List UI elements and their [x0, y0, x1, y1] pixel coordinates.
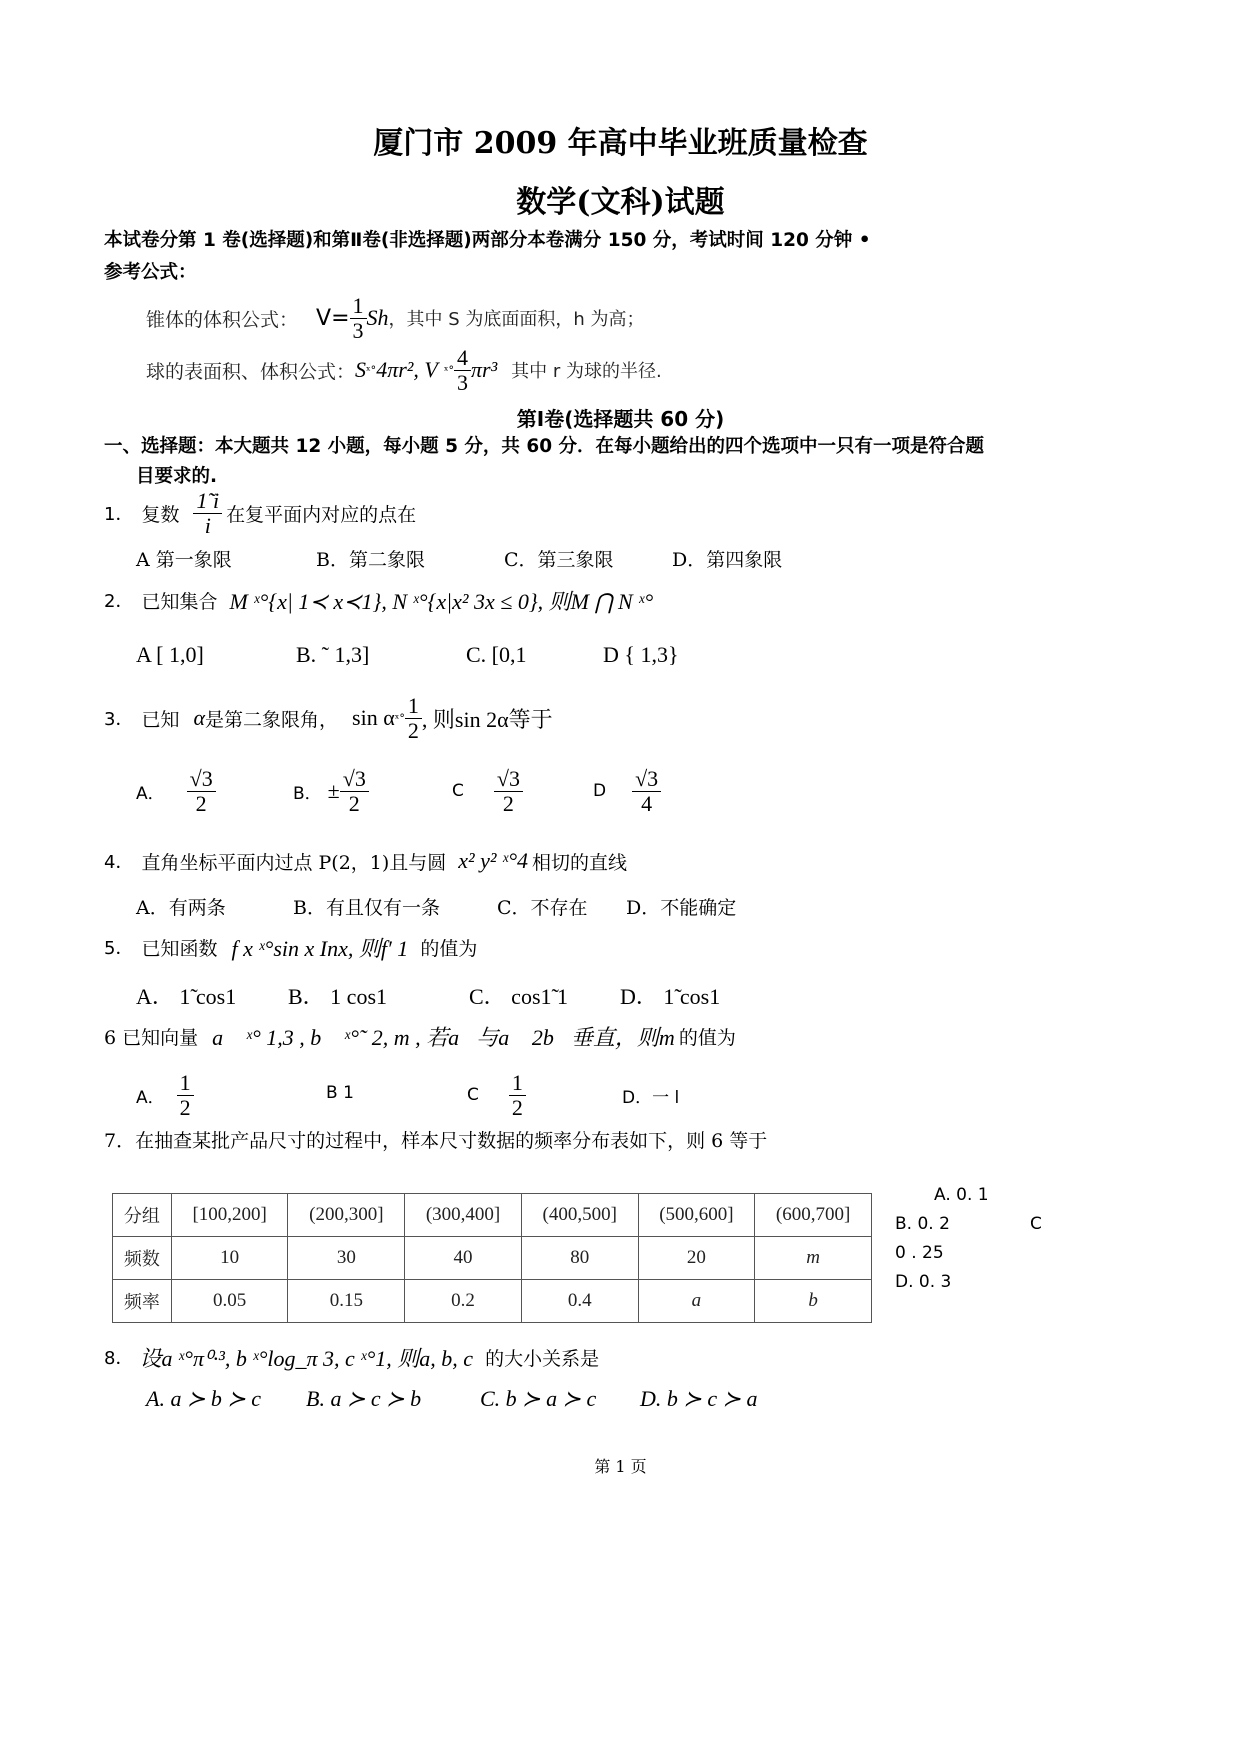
q2-option-a: A [ 1,0] [136, 642, 204, 667]
question-4-post: 相切的直线 [532, 851, 628, 874]
formula-cone-label: 锥体的体积公式： [146, 308, 299, 331]
question-3-prefix: 已知 [141, 708, 180, 731]
question-1-fraction [193, 489, 222, 536]
q3-option-b [293, 760, 369, 822]
q5-option-d: D． 1̃ cos1 [620, 984, 721, 1009]
question-4-number: 4． [104, 852, 134, 873]
formula-cone-fraction [350, 294, 367, 341]
q8-option-a: A. a ≻ b ≻ c [146, 1386, 262, 1411]
question-6 [104, 1020, 736, 1052]
q6-option-a-fraction [177, 1071, 194, 1118]
q6-option-c-numerator: 1 [509, 1071, 526, 1095]
table-cell: 0.2 [405, 1280, 522, 1323]
question-3-glyph: ˣ° [394, 711, 405, 725]
q5-option-b: B． 1 cos1 [288, 984, 388, 1009]
q6-option-c-denominator: 2 [511, 1094, 523, 1120]
q4-option-c: C．不存在 [497, 897, 588, 919]
q2-option-d: D { 1,3} [603, 642, 679, 667]
q8-option-c: C. b ≻ a ≻ c [480, 1386, 597, 1411]
question-1-number: 1． [104, 504, 134, 525]
q4-option-d: D．不能确定 [626, 897, 737, 919]
question-3-fraction-denominator: 2 [407, 717, 419, 743]
q8-option-d: D. b ≻ c ≻ a [640, 1386, 758, 1411]
q7-option-c-value: 0 . 25 [895, 1243, 944, 1263]
question-3-number: 3． [104, 709, 134, 730]
formula-cone-note: ，其中 S 为底面面积，h 为高； [388, 309, 645, 330]
table-cell: 频数 [113, 1237, 172, 1280]
formula-cone-var: Sh [366, 305, 389, 330]
formula-cone-denominator: 3 [352, 317, 364, 343]
q3-option-b-fraction [340, 767, 369, 814]
q6-option-b: B 1 [326, 1083, 354, 1103]
question-1 [104, 488, 416, 538]
q4-option-a: A．有两条 [136, 897, 226, 919]
q8-option-b: B. a ≻ c ≻ b [306, 1386, 422, 1411]
q7-option-b: B. 0. 2 [895, 1214, 950, 1234]
table-cell: 30 [288, 1237, 405, 1280]
q3-option-c-label: C [452, 781, 464, 801]
question-7: 7．在抽查某批产品尺寸的过程中，样本尺寸数据的频率分布表如下，则 6 等于 [104, 1130, 768, 1152]
question-5-math: f x ˣ°sin x Inx, 则f′ 1 [231, 935, 409, 961]
reference-label: 参考公式： [104, 262, 197, 283]
q6-option-a-denominator: 2 [179, 1094, 191, 1120]
q3-option-d [593, 760, 661, 822]
q3-option-c-numerator: √3 [494, 767, 523, 791]
question-2-math: M ˣ°{x| 1≺ x≺1}, N ˣ°{x|x² 3x ≤ 0}, 则M ⋂ N ˣ° [229, 588, 654, 614]
question-8-post: 的大小关系是 [485, 1347, 600, 1370]
q4-option-b: B．有且仅有一条 [293, 897, 440, 919]
q7-option-a: A. 0. 1 [934, 1185, 989, 1205]
formula-sphere-denominator: 3 [456, 369, 468, 395]
q1-option-c: C．第三象限 [504, 549, 614, 571]
table-cell: 40 [405, 1237, 522, 1280]
q6-option-c-fraction [509, 1071, 526, 1118]
question-1-prefix: 复数 [141, 503, 180, 526]
table-cell: 80 [521, 1237, 638, 1280]
question-5-prefix: 已知函数 [141, 937, 218, 960]
q3-option-d-numerator: √3 [632, 767, 661, 791]
question-1-fraction-denominator: i [204, 512, 211, 538]
q3-option-b-label: B． [293, 783, 322, 804]
q3-option-d-label: D [593, 781, 607, 801]
table-cell: (400,500] [521, 1194, 638, 1237]
table-row [113, 1280, 872, 1323]
formula-sphere-label: 球的表面积、体积公式： [146, 360, 356, 383]
table-cell: 10 [171, 1237, 288, 1280]
table-cell: 0.4 [521, 1280, 638, 1323]
section1-instructions-line1: 一、选择题：本大题共 12 小题，每小题 5 分，共 60 分．在每小题给出的四个选项中一只有一项是符合题 [104, 436, 985, 457]
question-3 [104, 692, 553, 744]
q2-option-c: C. [0,1 [466, 642, 527, 667]
table-row [113, 1237, 872, 1280]
formula-sphere-note: 其中 r 为球的半径. [511, 361, 662, 382]
formula-cone-numerator: 1 [350, 294, 367, 318]
question-2 [104, 584, 653, 616]
q3-option-b-sign: ± [327, 778, 340, 803]
q1-option-d: D．第四象限 [672, 549, 783, 571]
question-3-sin: sin α [352, 705, 395, 730]
document-title: 厦门市 2009 年高中毕业班质量检查 [373, 126, 868, 161]
table-cell: (600,700] [755, 1194, 872, 1237]
table-cell: 20 [638, 1237, 755, 1280]
q3-option-d-denominator: 4 [641, 790, 653, 816]
question-5-number: 5． [104, 938, 134, 959]
intro-text: 本试卷分第 1 卷(选择题)和第Ⅱ卷(非选择题)两部分本卷满分 150 分，考试时间 120 分钟 • [104, 230, 871, 251]
q7-option-c-label: C [1030, 1214, 1042, 1234]
question-3-fraction-numerator: 1 [405, 694, 422, 718]
question-3-fraction [405, 694, 422, 741]
formula-sphere [146, 342, 662, 398]
formula-sphere-tail: πr³ [470, 357, 498, 382]
question-8-math: 设a ˣ°π⁰·³, b ˣ°log_π 3, c ˣ°1, 则a, b, c [139, 1345, 474, 1371]
q3-option-d-fraction [632, 767, 661, 814]
q7-option-d: D. 0. 3 [895, 1272, 952, 1292]
table-cell: m [755, 1237, 872, 1280]
formula-sphere-s: S [355, 357, 367, 382]
q6-option-a [136, 1066, 194, 1124]
table-cell: a [638, 1280, 755, 1323]
q6-option-c-label: C [467, 1085, 479, 1105]
question-5 [104, 932, 477, 962]
question-3-post: , 则sin 2α等于 [421, 706, 553, 732]
table-cell: [100,200] [171, 1194, 288, 1237]
question-1-fraction-numerator: 1̃ i [193, 489, 222, 513]
question-1-text: 在复平面内对应的点在 [226, 503, 417, 526]
q3-option-b-denominator: 2 [348, 790, 360, 816]
question-2-number: 2． [104, 591, 134, 612]
table-cell: b [755, 1280, 872, 1323]
question-4-text: 直角坐标平面内过点 P(2，1)且与圆 [141, 851, 447, 874]
q3-option-a [136, 760, 216, 822]
formula-sphere-numerator: 4 [454, 346, 471, 370]
q3-option-a-denominator: 2 [195, 790, 207, 816]
q3-option-a-numerator: √3 [187, 767, 216, 791]
question-3-alpha: α [193, 705, 206, 730]
question-8-number: 8． [104, 1348, 134, 1369]
table-cell: 分组 [113, 1194, 172, 1237]
table-cell: 频率 [113, 1280, 172, 1323]
formula-sphere-mid: 4πr², V [376, 357, 438, 382]
q6-option-d: D．一 l [622, 1088, 680, 1108]
q3-option-a-label: A． [136, 783, 165, 804]
table-cell: (500,600] [638, 1194, 755, 1237]
q1-option-b: B．第二象限 [316, 549, 425, 571]
formula-sphere-fraction [454, 346, 471, 393]
table-cell: 0.05 [171, 1280, 288, 1323]
page-number: 第 1 页 [594, 1457, 647, 1476]
document-subtitle: 数学(文科)试题 [516, 185, 725, 220]
q5-option-c: C． cos1̃ 1 [469, 984, 569, 1009]
q1-option-a: A 第一象限 [136, 549, 232, 571]
question-4-math: x² y² ˣ°4 [458, 848, 529, 873]
table-cell: (200,300] [288, 1194, 405, 1237]
question-6-post: 的值为 [678, 1026, 736, 1049]
q6-option-a-label: A． [136, 1087, 165, 1108]
section1-instructions-line2: 目要求的. [136, 466, 218, 487]
table-header-row [113, 1194, 872, 1237]
formula-cone-lhs: V= [316, 305, 350, 331]
question-6-prefix: 6 已知向量 [104, 1026, 199, 1049]
question-3-mid: 是第二象限角， [205, 708, 339, 731]
question-5-post: 的值为 [420, 937, 478, 960]
q3-option-c [452, 760, 523, 822]
q3-option-a-fraction [187, 767, 216, 814]
q3-option-c-fraction [494, 767, 523, 814]
question-6-math: a⃗ ˣ° 1,3 , b⃗ ˣ°˜ 2, m , 若a⃗与a⃗ 2b⃗垂直，则m [212, 1024, 675, 1050]
q3-option-b-numerator: √3 [340, 767, 369, 791]
q6-option-a-numerator: 1 [177, 1071, 194, 1095]
question-4 [104, 846, 627, 876]
table-cell: (300,400] [405, 1194, 522, 1237]
q2-option-b: B. ˜ 1,3] [296, 642, 370, 667]
table-cell: 0.15 [288, 1280, 405, 1323]
formula-cone-volume [146, 290, 645, 346]
question-8 [104, 1340, 599, 1374]
q6-option-c [467, 1066, 526, 1124]
question-2-prefix: 已知集合 [141, 590, 218, 613]
q5-option-a: A． 1̃ cos1 [136, 984, 237, 1009]
formula-sphere-glyph-2: ˣ° [443, 363, 454, 377]
frequency-table [112, 1193, 872, 1323]
formula-sphere-glyph-1: ˣ° [366, 363, 377, 377]
part1-title: 第Ⅰ卷(选择题共 60 分) [516, 407, 725, 431]
q3-option-c-denominator: 2 [502, 790, 514, 816]
